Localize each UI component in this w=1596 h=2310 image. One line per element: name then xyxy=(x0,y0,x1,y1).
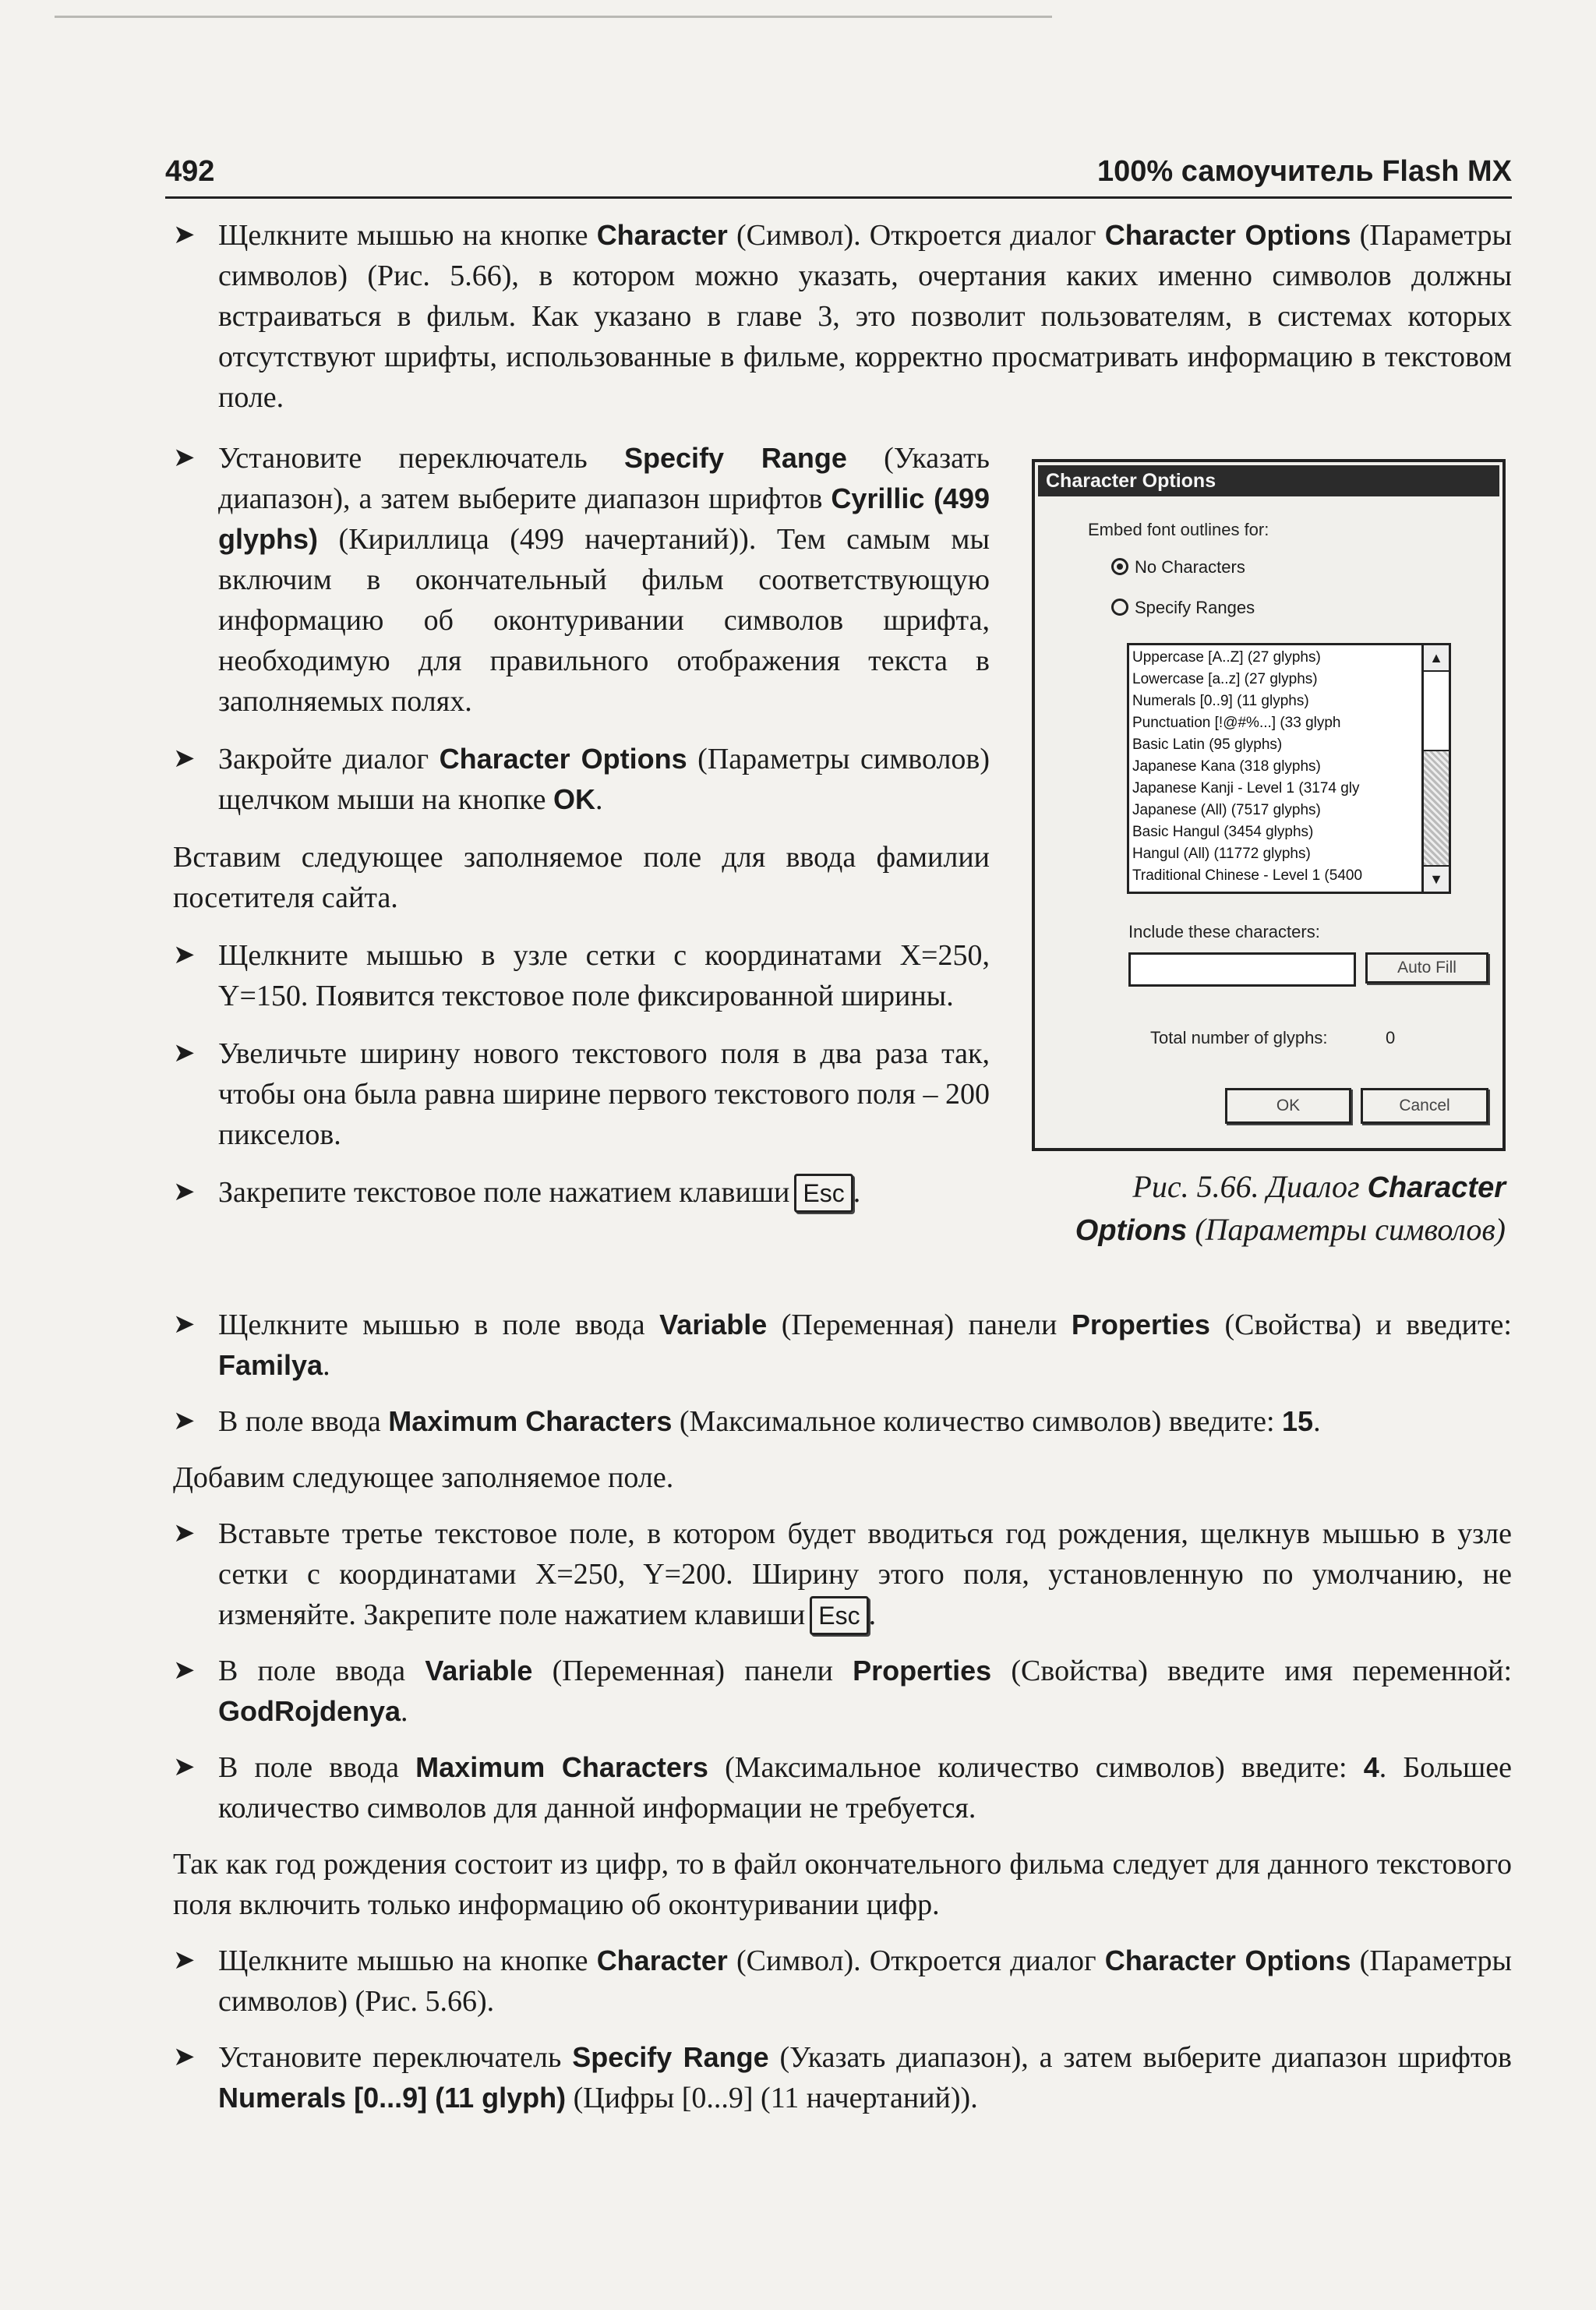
text: (Свойства) введите имя переменной: xyxy=(991,1655,1513,1687)
term: Familya xyxy=(218,1349,323,1381)
text: . Большее количество символов для данной информации не требуется. xyxy=(218,1751,1513,1824)
term: Maximum Characters xyxy=(415,1751,708,1783)
term: 4 xyxy=(1363,1751,1379,1783)
include-characters-input[interactable] xyxy=(1128,952,1356,987)
bullet-item xyxy=(173,1941,1512,2022)
radio-unselected-icon xyxy=(1111,599,1128,616)
scroll-down-icon[interactable]: ▼ xyxy=(1424,865,1449,892)
list-item[interactable]: Japanese Kana (318 glyphs) xyxy=(1132,758,1321,775)
text: (Указать диапазон), а затем выберите диапазон шрифтов xyxy=(768,2041,1512,2074)
book-title: 100% самоучитель Flash MX xyxy=(1097,155,1512,188)
total-label: Total number of glyphs: xyxy=(1150,1028,1328,1047)
list-item[interactable]: Hangul (All) (11772 glyphs) xyxy=(1132,846,1311,862)
text: Щелкните мышью на кнопке xyxy=(218,1944,597,1977)
bullet-arrow-icon: ➤ xyxy=(173,744,196,773)
caption-term: Character xyxy=(1367,1171,1506,1204)
term: 15 xyxy=(1282,1405,1314,1437)
bullet-item xyxy=(173,1401,1512,1442)
radio-specify-ranges[interactable] xyxy=(1111,598,1255,618)
bullet-item xyxy=(173,1033,990,1155)
term: Character Options xyxy=(439,743,687,775)
list-scrollbar[interactable] xyxy=(1421,645,1449,892)
text: Закройте диалог xyxy=(218,743,440,775)
include-label: Include these characters: xyxy=(1128,922,1320,941)
bullet-item xyxy=(173,739,990,820)
paragraph: Вставим следующее заполняемое поле для ввода фамилии посетителя сайта. xyxy=(173,841,990,914)
bullet-arrow-icon: ➤ xyxy=(173,1946,196,1975)
text: (Параметры символов) щелчком мыши на кнопке xyxy=(218,743,990,816)
term: Variable xyxy=(425,1655,533,1687)
bullet-arrow-icon: ➤ xyxy=(173,1753,196,1782)
term: GodRojdenya xyxy=(218,1695,401,1727)
text: (Параметры символов) (Рис. 5.66). xyxy=(218,1944,1513,2018)
paragraph: Добавим следующее заполняемое поле. xyxy=(173,1461,674,1494)
text: (Максимальное количество символов) введите: xyxy=(708,1751,1364,1784)
radio-label: No Characters xyxy=(1135,557,1245,577)
list-item[interactable]: Numerals [0..9] (11 glyphs) xyxy=(1132,693,1309,709)
term: Maximum Characters xyxy=(388,1405,673,1437)
scroll-up-icon[interactable]: ▲ xyxy=(1424,645,1449,672)
bullet-item xyxy=(173,1747,1512,1828)
term: Properties xyxy=(1071,1309,1210,1340)
text: (Цифры [0...9] (11 начертаний)). xyxy=(566,2082,978,2114)
range-list-items xyxy=(1132,647,1419,887)
text: (Максимальное количество символов) введите: xyxy=(672,1405,1283,1438)
text: . xyxy=(323,1349,330,1382)
text: . xyxy=(595,783,603,816)
bullet-item xyxy=(173,1305,1512,1386)
term: Character xyxy=(596,1944,728,1976)
bullet-arrow-icon: ➤ xyxy=(173,1519,196,1548)
scroll-track[interactable] xyxy=(1424,751,1449,865)
text: (Свойства) и введите: xyxy=(1209,1309,1512,1341)
embed-label: Embed font outlines for: xyxy=(1088,520,1269,539)
term: Character Options xyxy=(1104,1944,1351,1976)
text: Щелкните мышью в поле ввода xyxy=(218,1309,660,1341)
bullet-arrow-icon: ➤ xyxy=(173,941,196,970)
dialog-title-bar: Character Options xyxy=(1038,465,1499,496)
radio-selected-icon xyxy=(1111,558,1128,575)
page-header xyxy=(165,150,1512,199)
term: Character xyxy=(596,219,728,251)
bullet-arrow-icon: ➤ xyxy=(173,2043,196,2072)
text: В поле ввода xyxy=(218,1405,389,1438)
text: (Параметры символов) (Рис. 5.66), в котором можно указать, очертания каких именно символов должны встраиваться в фильм. Как указано в главе 3, это позволит пользователям, в системах которых отсутствуют шрифты, использованные в фильме, корректно просматривать информацию в текстовом поле. xyxy=(218,219,1513,414)
lower-section xyxy=(173,1305,1512,2118)
text: (Символ). Откроется диалог xyxy=(727,219,1105,252)
scan-top-rule xyxy=(55,16,1052,18)
text: (Указать диапазон), а затем выберите диапазон шрифтов xyxy=(218,442,990,515)
term: Specify Range xyxy=(624,442,847,474)
term: Character Options xyxy=(1104,219,1351,251)
caption-text: (Параметры символов) xyxy=(1187,1212,1506,1247)
text: (Символ). Откроется диалог xyxy=(727,1944,1105,1977)
term: Variable xyxy=(659,1309,768,1340)
character-options-dialog xyxy=(1032,459,1506,1151)
bullet-item xyxy=(173,215,1512,418)
cancel-button[interactable]: Cancel xyxy=(1361,1088,1488,1124)
caption-term: Options xyxy=(1075,1214,1188,1247)
list-item[interactable]: Basic Hangul (3454 glyphs) xyxy=(1132,824,1314,840)
text: Вставьте третье текстовое поле, в котором будет вводиться год рождения, щелкнув мышью в узле сетки с координатами X=250, Y=200. Ширину этого поля, установленную по умолчанию, не изменяйте. Закрепите поле нажатием клавиши xyxy=(218,1517,1512,1631)
text: (Кириллица (499 начертаний)). Тем самым мы включим в окончательный фильм соответствующую информацию об оконтуривании символов шрифта, необходимую для правильного отображения текста в заполняемых полях. xyxy=(218,523,990,718)
term: Specify Range xyxy=(572,2041,769,2073)
text: В поле ввода xyxy=(218,1751,416,1784)
bullet-arrow-icon: ➤ xyxy=(173,1656,196,1685)
text: . xyxy=(868,1598,877,1631)
bullet-item xyxy=(173,1172,990,1213)
esc-key: Esc xyxy=(794,1174,853,1213)
ok-button[interactable]: OK xyxy=(1225,1088,1351,1124)
list-item[interactable]: Punctuation [!@#%...] (33 glyph xyxy=(1132,715,1341,731)
radio-label: Specify Ranges xyxy=(1135,598,1255,617)
list-item[interactable]: Lowercase [a..z] (27 glyphs) xyxy=(1132,671,1318,687)
total-value: 0 xyxy=(1386,1028,1396,1047)
text: (Переменная) панели xyxy=(767,1309,1072,1341)
term: Numerals [0...9] (11 glyph) xyxy=(218,2082,567,2114)
bullet-item xyxy=(173,1514,1512,1635)
list-item[interactable]: Basic Latin (95 glyphs) xyxy=(1132,736,1283,753)
term: Cyrillic (499 glyphs) xyxy=(218,482,990,555)
bullet-item xyxy=(173,935,990,1016)
text: Установите переключатель xyxy=(218,2041,573,2074)
bullet-arrow-icon: ➤ xyxy=(173,443,196,472)
bullet-arrow-icon: ➤ xyxy=(173,1310,196,1339)
text: Установите переключатель xyxy=(218,442,625,475)
page-number: 492 xyxy=(165,155,215,188)
term: Properties xyxy=(853,1655,992,1687)
auto-fill-button[interactable]: Auto Fill xyxy=(1365,952,1488,984)
text: . xyxy=(1313,1405,1321,1438)
text: Увеличьте ширину нового текстового поля в два раза так, чтобы она была равна ширине первого текстового поля – 200 пикселов. xyxy=(218,1037,990,1151)
bullet-arrow-icon: ➤ xyxy=(173,221,196,249)
text: . xyxy=(401,1695,408,1728)
text: Щелкните мышью в узле сетки с координатами X=250, Y=150. Появится текстовое поле фиксированной ширины. xyxy=(218,939,990,1012)
list-item[interactable]: Japanese (All) (7517 glyphs) xyxy=(1132,802,1321,818)
text: (Переменная) панели xyxy=(532,1655,853,1687)
list-item[interactable]: Japanese Kanji - Level 1 (3174 gly xyxy=(1132,780,1360,796)
text: . xyxy=(853,1176,861,1209)
bullet-item xyxy=(173,1651,1512,1732)
bullet-item xyxy=(173,2037,1512,2118)
list-item[interactable]: Traditional Chinese - Level 1 (5400 xyxy=(1132,867,1363,884)
narrow-column xyxy=(173,438,990,1213)
caption-text: Рис. 5.66. Диалог xyxy=(1132,1169,1368,1204)
figure-caption xyxy=(1032,1166,1506,1252)
bullet-arrow-icon: ➤ xyxy=(173,1039,196,1068)
bullet-arrow-icon: ➤ xyxy=(173,1178,196,1206)
text: Щелкните мышью на кнопке xyxy=(218,219,597,252)
bullet-arrow-icon: ➤ xyxy=(173,1407,196,1436)
bullet-item xyxy=(173,438,990,722)
term: OK xyxy=(553,783,595,815)
bullet-block-1 xyxy=(173,215,1512,418)
text: В поле ввода xyxy=(218,1655,425,1687)
esc-key: Esc xyxy=(810,1596,868,1635)
paragraph: Так как год рождения состоит из цифр, то в файл окончательного фильма следует для данного текстового поля включить только информацию об оконтуривании цифр. xyxy=(173,1848,1512,1921)
scroll-thumb[interactable] xyxy=(1424,672,1449,751)
list-item[interactable]: Uppercase [A..Z] (27 glyphs) xyxy=(1132,649,1321,666)
text: Закрепите текстовое поле нажатием клавиши xyxy=(218,1176,790,1209)
range-listbox[interactable] xyxy=(1127,643,1451,894)
radio-no-characters[interactable] xyxy=(1111,557,1245,578)
